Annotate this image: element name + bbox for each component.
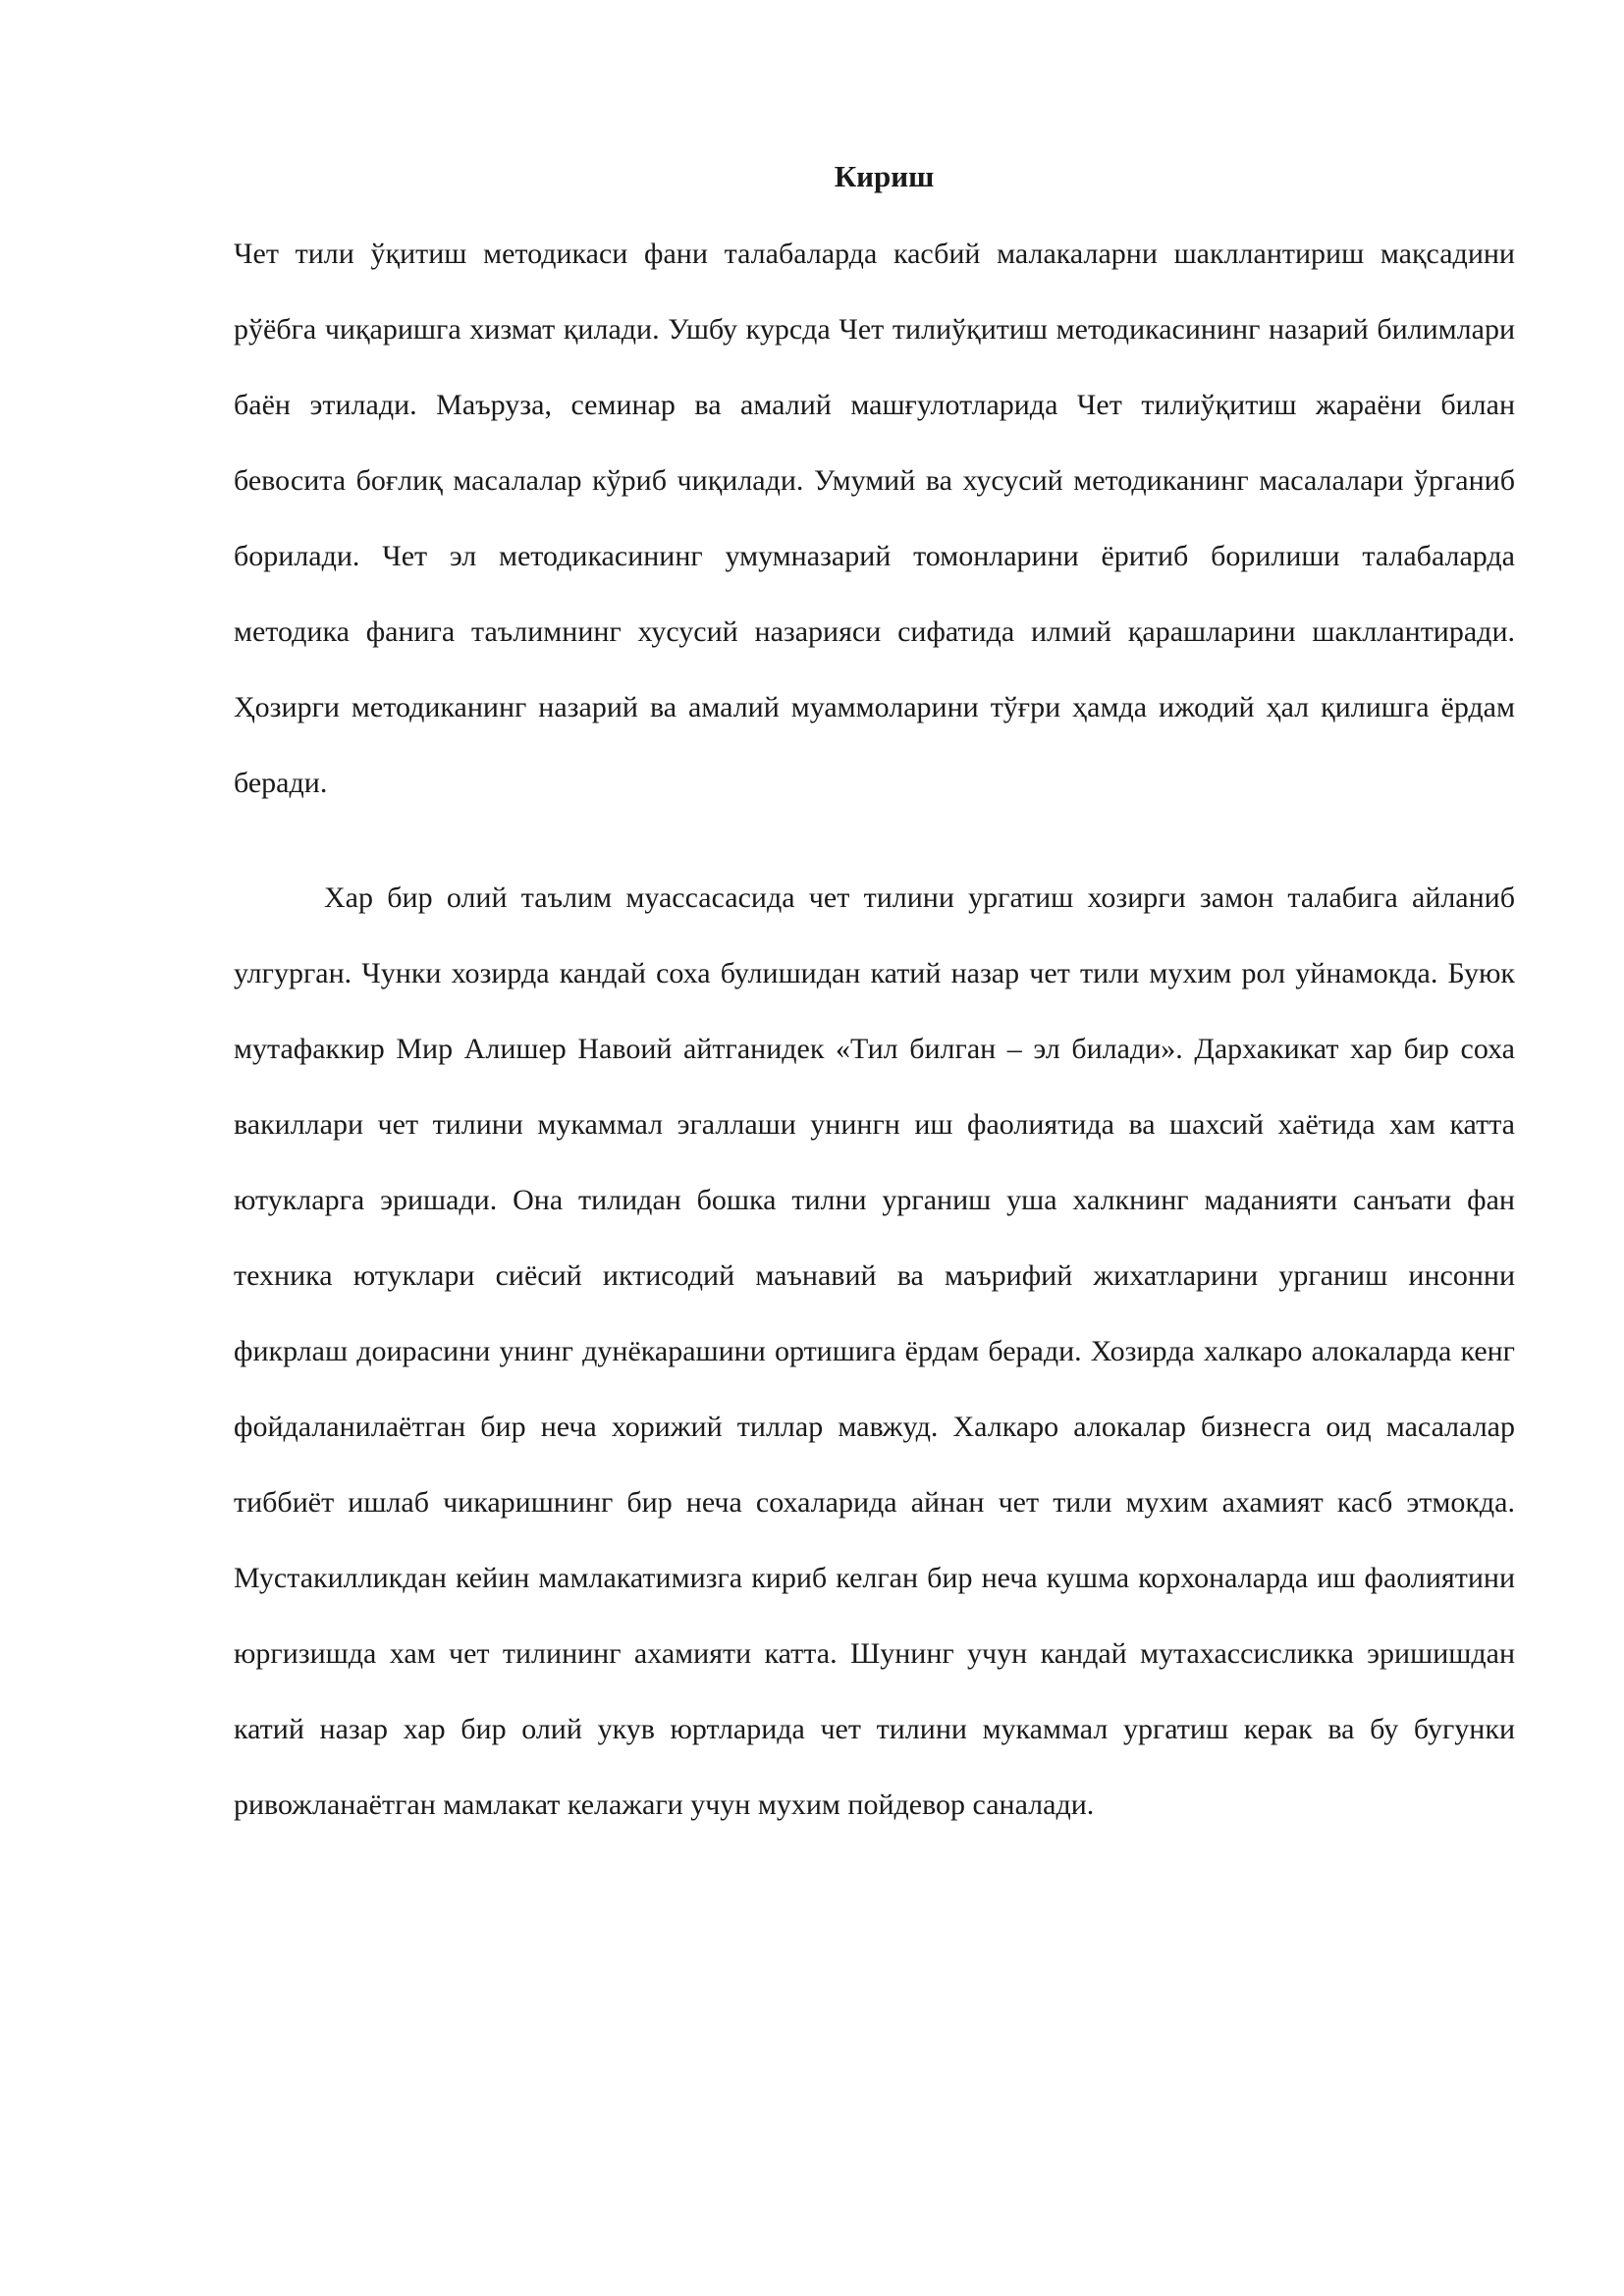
document-title: Кириш [834,159,935,193]
paragraph-foreign-language-importance: Хар бир олий таълим муассасасида чет тилини ургатиш хозирги замон талабига айланиб улгурган. Чунки хозирда кандай соха булишидан катий назар чет тили мухим рол уйнамокда. Буюк мутафаккир Мир Алишер Навоий айтганидек «Тил билган – эл билади». Дархакикат хар бир соха вакиллари чет тилини мукаммал эгаллаши унингн иш фаолиятида ва шахсий хаётида хам катта ютукларга эришади. Она тилидан бошка тилни урганиш уша халкнинг маданияти санъати фан техника ютуклари сиёсий иктисодий маънавий ва маърифий жихатларини урганиш инсонни фикрлаш доирасини унинг дунёкарашини ортишига ёрдам беради. Хозирда халкаро алокаларда кенг фойдаланилаётган бир неча хорижий тиллар мавжуд. Халкаро алокалар бизнесга оид масалалар тиббиёт ишлаб чикаришнинг бир неча сохаларида айнан чет тили мухим ахамият касб этмокда. Мустакилликдан кейин мамлакатимизга кириб келган бир неча кушма корхоналарда иш фаолиятини юргизишда хам чет тилининг ахамияти катта. Шунинг учун кандай мутахассисликка эришишдан катий назар хар бир олий укув юртларида чет тилини мукаммал ургатиш керак ва бу бугунки ривожланаётган мамлакат келажаги учун мухим пойдевор саналади. [234,881,1515,1821]
document-body [234,147,1515,1842]
paragraph-introduction: Чет тили ўқитиш методикаси фани талабаларда касбий малакаларни шакллантириш мақсадини рўёбга чиқаришга хизмат қилади. Ушбу курсда Чет тилиўқитиш методикасининг назарий билимлари баён этилади. Маъруза, семинар ва амалий машғулотларида Чет тилиўқитиш жараёни билан бевосита боғлиқ масалалар кўриб чиқилади. Умумий ва хусусий методиканинг масалалари ўрганиб борилади. Чет эл методикасининг умумназарий томонларини ёритиб борилиши талабаларда методика фанига таълимнинг хусусий назарияси сифатида илмий қарашларини шакллантиради. Ҳозирги методиканинг назарий ва амалий муаммоларини тўғри ҳамда ижодий ҳал қилишга ёрдам беради. [234,238,1515,799]
